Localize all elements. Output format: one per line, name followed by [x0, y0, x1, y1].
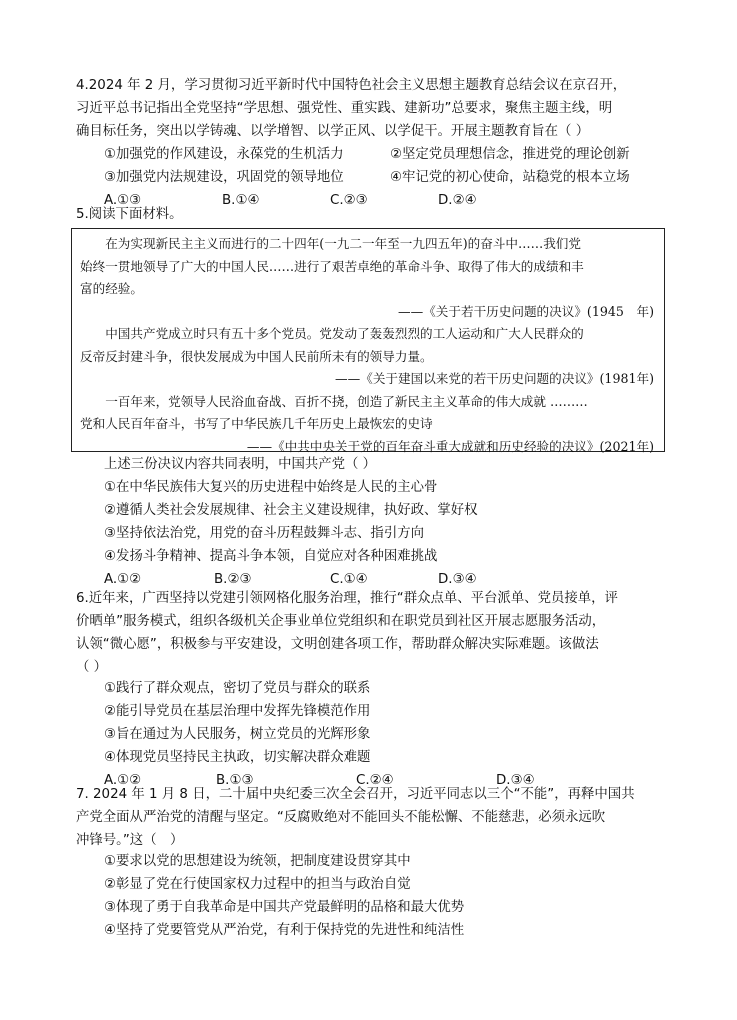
material-source-2: ——《关于建国以来党的若干历史问题的决议》(1981年) — [335, 371, 654, 386]
q4-option-3: ③加强党内法规建设，巩固党的领导地位 — [104, 170, 344, 185]
q4-options-row-1 — [76, 143, 680, 166]
material-p1-line-2: 始终一贯地领导了广大的中国人民……进行了艰苦卓绝的革命斗争、取得了伟大的成绩和丰 — [80, 258, 584, 274]
question-7-options — [104, 850, 676, 942]
question-6-stem — [76, 587, 676, 679]
q6-option-4: ④体现党员坚持民主执政，切实解决群众难题 — [104, 750, 371, 765]
q5-choice-c: C.①④ — [330, 572, 368, 587]
q4-stem-line-1: 4.2024 年 2 月，学习贯彻习近平新时代中国特色社会主义思想主题教育总结会议在京召开， — [76, 78, 627, 93]
question-6-options — [104, 677, 676, 792]
material-source-3: ——《中共中央关于党的百年奋斗重大成就和历史经验的决议》(2021年) — [246, 438, 654, 454]
q6-stem-line-1: 6.近年来，广西坚持以党建引领网格化服务治理，推行“群众点单、平台派单、党员接单，评 — [76, 591, 618, 606]
q5-option-3: ③坚持依法治党，用党的奋斗历程鼓舞斗志、指引方向 — [104, 526, 424, 541]
material-p1-line-1: 在为实现新民主主义而进行的二十四年(一九二一年至一九四五年)的奋斗中……我们党 — [105, 236, 581, 251]
q4-option-2: ②坚定党员理想信念，推进党的理论创新 — [390, 147, 630, 162]
q7-option-1: ①要求以党的思想建设为统领，把制度建设贯穿其中 — [104, 854, 411, 869]
question-5-body — [104, 453, 676, 591]
q6-option-2: ②能引导党员在基层治理中发挥先锋模范作用 — [104, 704, 371, 719]
q6-stem-line-4: （ ） — [76, 660, 108, 675]
q5-option-1: ①在中华民族伟大复兴的历史进程中始终是人民的主心骨 — [104, 480, 438, 495]
q5-choice-d: D.③④ — [438, 572, 477, 587]
material-p3-line-2: 党和人民百年奋斗，书写了中华民族几千年历史上最恢宏的史诗 — [80, 416, 433, 431]
q5-choice-a: A.①② — [104, 572, 142, 587]
q6-choice-b: B.①③ — [216, 773, 254, 788]
q6-choice-d: D.③④ — [496, 773, 535, 788]
q6-option-1: ①践行了群众观点，密切了党员与群众的联系 — [104, 681, 371, 696]
material-p2-line-2: 反帝反封建斗争，很快发展成为中国人民前所未有的领导力量。 — [80, 348, 433, 364]
q4-choice-d: D.②④ — [438, 193, 477, 208]
q4-choice-c: C.②③ — [330, 193, 368, 208]
q4-options-row-2 — [76, 166, 680, 189]
q4-stem-line-3: 确目标任务，突出以学铸魂、以学增智、以学正风、以学促干。开展主题教育旨在（ ） — [76, 124, 590, 139]
q7-option-3: ③体现了勇于自我革命是中国共产党最鲜明的品格和最大优势 — [104, 900, 465, 915]
question-4 — [76, 74, 680, 212]
q7-stem-line-1: 7. 2024 年 1 月 8 日，二十届中央纪委三次全会召开，习近平同志以三个“不能”，再释中国共 — [76, 787, 635, 802]
q4-choice-a: A.①③ — [104, 193, 142, 208]
q7-option-2: ②彰显了党在行使国家权力过程中的担当与政治自觉 — [104, 877, 411, 892]
q7-stem-line-3: 冲锋号。”这（ ） — [76, 833, 184, 848]
q6-choice-a: A.①② — [104, 773, 142, 788]
question-5-stem — [76, 203, 648, 226]
material-p3-line-1: 一百年来，党领导人民浴血奋战、百折不挠，创造了新民主主义革命的伟大成就 ……… — [105, 393, 588, 409]
q7-stem-line-2: 产党全面从严治党的清醒与坚定。“反腐败绝对不能回头不能松懈、不能慈悲，必须永远吹 — [76, 810, 606, 825]
material-p1-line-3: 富的经验。 — [80, 281, 143, 296]
q5-option-2: ②遵循人类社会发展规律、社会主义建设规律，执好政、掌好权 — [104, 503, 478, 518]
q5-option-4: ④发扬斗争精神、提高斗争本领，自觉应对各种困难挑战 — [104, 549, 438, 564]
q5-question: 上述三份决议内容共同表明，中国共产党（ ） — [104, 457, 377, 472]
q4-option-4: ④牢记党的初心使命，站稳党的根本立场 — [390, 170, 630, 185]
q5-choice-b: B.②③ — [214, 572, 252, 587]
q6-stem-line-2: 价晒单”服务模式，组织各级机关企事业单位党组织和在职党员到社区开展志愿服务活动， — [76, 614, 606, 629]
material-p2-line-1: 中国共产党成立时只有五十多个党员。党发动了轰轰烈烈的工人运动和广大人民群众的 — [105, 326, 584, 341]
q6-stem-line-3: 认领“微心愿”，积极参与平安建设，文明创建各项工作，帮助群众解决实际难题。该做法 — [76, 637, 599, 652]
q4-option-1: ①加强党的作风建设，永葆党的生机活力 — [104, 147, 344, 162]
q5-stem: 5.阅读下面材料。 — [76, 207, 183, 222]
material-source-1: ——《关于若干历史问题的决议》(1945 年) — [398, 303, 654, 319]
q7-option-4: ④坚持了党要管党从严治党，有利于保持党的先进性和纯洁性 — [104, 923, 465, 938]
q6-option-3: ③旨在通过为人民服务，树立党员的光辉形象 — [104, 727, 371, 742]
q4-stem-line-2: 习近平总书记指出全党坚持“学思想、强党性、重实践、建新功”总要求，聚焦主题主线，明 — [76, 101, 613, 116]
q4-choice-b: B.①④ — [222, 193, 260, 208]
question-7-stem — [76, 783, 676, 852]
q5-material-box — [71, 228, 665, 452]
q6-choice-c: C.②④ — [356, 773, 394, 788]
